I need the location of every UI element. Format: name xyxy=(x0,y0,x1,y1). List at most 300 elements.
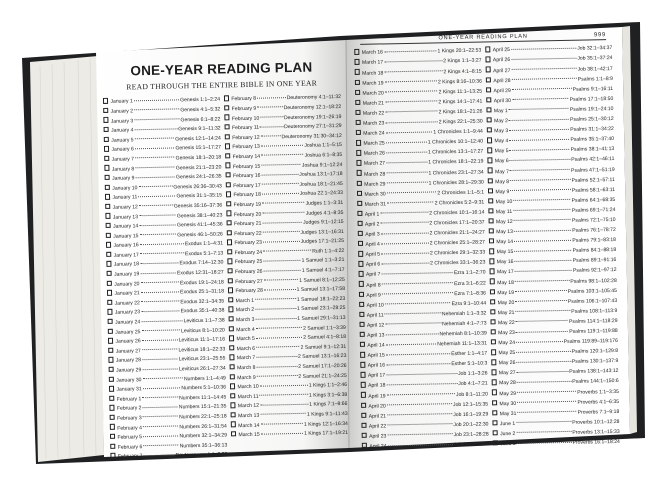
entry-date: March 22 xyxy=(362,110,385,117)
leader-dots xyxy=(512,98,569,100)
checkbox[interactable] xyxy=(489,228,494,233)
checkbox[interactable] xyxy=(354,59,359,64)
checkbox[interactable] xyxy=(357,190,362,195)
entry-date: March 24 xyxy=(363,130,385,137)
leader-dots xyxy=(385,333,438,335)
checkbox[interactable] xyxy=(228,268,234,274)
entry-reference: Genesis 6:1–8:22 xyxy=(180,116,221,123)
leader-dots xyxy=(140,262,179,264)
checkbox[interactable] xyxy=(359,312,364,317)
entry-reference: Proverbs 1:1–3:35 xyxy=(577,388,619,396)
checkbox[interactable] xyxy=(227,230,233,236)
leader-dots xyxy=(380,222,428,224)
leader-dots xyxy=(255,308,296,310)
checkbox[interactable] xyxy=(226,192,232,198)
entry-date: June 2 xyxy=(500,430,516,438)
leader-dots xyxy=(260,404,308,406)
leader-dots xyxy=(260,413,306,415)
leader-dots xyxy=(261,145,303,147)
checkbox[interactable] xyxy=(225,153,231,159)
checkbox[interactable] xyxy=(357,211,362,216)
checkbox[interactable] xyxy=(360,342,365,347)
checkbox[interactable] xyxy=(229,355,235,361)
checkbox[interactable] xyxy=(224,115,230,121)
entry-date: February 10 xyxy=(231,115,260,122)
checkbox[interactable] xyxy=(487,158,492,163)
checkbox[interactable] xyxy=(109,376,115,382)
entry-reference: Genesis 24:1–26:35 xyxy=(175,173,222,181)
entry-date: March 10 xyxy=(237,383,259,391)
entry-date: April 16 xyxy=(367,362,386,370)
checkbox[interactable] xyxy=(359,291,364,296)
checkbox[interactable] xyxy=(485,57,490,62)
checkbox[interactable] xyxy=(107,309,113,315)
checkbox[interactable] xyxy=(106,223,112,229)
checkbox[interactable] xyxy=(489,259,494,264)
leader-dots xyxy=(138,186,172,188)
checkbox[interactable] xyxy=(227,249,233,255)
entry-date: March 15 xyxy=(238,431,260,439)
checkbox[interactable] xyxy=(356,130,361,135)
checkbox[interactable] xyxy=(493,430,498,435)
checkbox[interactable] xyxy=(226,172,232,178)
entry-reference: Leviticus 8:1–10:20 xyxy=(180,327,225,335)
checkbox[interactable] xyxy=(491,349,496,354)
entry-date: May 16 xyxy=(496,259,514,266)
leader-dots xyxy=(143,445,178,447)
leader-dots xyxy=(514,239,571,241)
checkbox[interactable] xyxy=(231,431,237,437)
checkbox[interactable] xyxy=(108,357,114,363)
checkbox[interactable] xyxy=(360,372,365,377)
leader-dots xyxy=(257,97,286,99)
checkbox[interactable] xyxy=(355,100,360,105)
checkbox[interactable] xyxy=(229,316,235,322)
checkbox[interactable] xyxy=(105,184,111,190)
entry-date: February 15 xyxy=(232,163,261,170)
entry-date: January 7 xyxy=(111,156,135,163)
entry-reference: Exodus 7:14–12:30 xyxy=(179,259,224,267)
checkbox[interactable] xyxy=(108,348,114,354)
checkbox[interactable] xyxy=(360,362,365,367)
entry-reference: Judges 1:1–3:31 xyxy=(305,199,344,207)
checkbox[interactable] xyxy=(491,370,496,375)
entry-reference: 1 Samuel 18:1–22:23 xyxy=(296,295,346,303)
checkbox[interactable] xyxy=(490,299,495,304)
entry-reference: Proverbs 10:1–12:28 xyxy=(572,418,620,426)
entry-reference: Psalms 130:1–137:9 xyxy=(571,358,619,366)
checkbox[interactable] xyxy=(106,252,112,258)
entry-reference: Judges 4:1–8:35 xyxy=(305,209,344,217)
checkbox[interactable] xyxy=(227,220,233,226)
leader-dots xyxy=(134,109,179,111)
entry-reference: Exodus 19:1–24:18 xyxy=(179,279,224,287)
checkbox[interactable] xyxy=(356,120,361,125)
entry-date: May 17 xyxy=(496,269,514,276)
checkbox[interactable] xyxy=(487,148,492,153)
entry-reference: Job 4:1–7:21 xyxy=(458,380,488,388)
leader-dots xyxy=(382,292,453,294)
entry-reference: 2 Samuel 21:1–24:25 xyxy=(298,372,347,380)
entry-date: February 1 xyxy=(116,396,142,403)
checkbox[interactable] xyxy=(355,90,360,95)
leader-dots xyxy=(510,159,571,161)
leader-dots xyxy=(386,182,427,184)
entry-reference: 1 Kings 20:1–22:53 xyxy=(437,47,482,55)
checkbox[interactable] xyxy=(490,309,495,314)
checkbox[interactable] xyxy=(110,453,116,459)
entry-reference: Psalms 69:1–71:24 xyxy=(571,206,616,214)
checkbox[interactable] xyxy=(109,405,115,411)
checkbox[interactable] xyxy=(104,156,110,162)
checkbox[interactable] xyxy=(224,105,230,111)
checkbox[interactable] xyxy=(229,335,235,341)
entry-date: May 31 xyxy=(499,410,517,417)
checkbox[interactable] xyxy=(362,433,367,438)
checkbox[interactable] xyxy=(489,248,494,253)
entry-date: March 13 xyxy=(237,412,260,420)
checkbox[interactable] xyxy=(107,271,113,277)
checkbox[interactable] xyxy=(224,96,230,102)
entry-date: January 8 xyxy=(111,165,135,173)
entry-date: March 21 xyxy=(362,100,384,107)
checkbox[interactable] xyxy=(103,117,109,123)
checkbox[interactable] xyxy=(228,307,234,313)
checkbox[interactable] xyxy=(486,107,491,112)
leader-dots xyxy=(386,343,437,345)
entry-reference: Psalms 31:1–34:22 xyxy=(570,126,614,133)
checkbox[interactable] xyxy=(487,117,492,122)
checkbox[interactable] xyxy=(491,329,496,334)
leader-dots xyxy=(135,167,175,169)
entry-date: June 1 xyxy=(499,420,516,428)
checkbox[interactable] xyxy=(357,170,362,175)
checkbox[interactable] xyxy=(491,339,496,344)
checkbox[interactable] xyxy=(230,364,236,370)
entry-reference: Proverbs 4:1–6:35 xyxy=(577,398,620,406)
entry-reference: Psalms 1:1–8:9 xyxy=(577,75,613,83)
leader-dots xyxy=(384,50,436,52)
checkbox[interactable] xyxy=(357,201,362,206)
entry-date: January 23 xyxy=(114,309,141,317)
checkbox[interactable] xyxy=(486,87,491,92)
entry-date: April 11 xyxy=(366,312,384,319)
checkbox[interactable] xyxy=(106,232,112,238)
checkbox[interactable] xyxy=(358,251,363,256)
entry-date: February 11 xyxy=(231,124,260,132)
entry-reference: Nehemiah 8:1–10:39 xyxy=(439,330,487,338)
checkbox[interactable] xyxy=(107,280,113,286)
leader-dots xyxy=(262,221,302,223)
entry-date: February 16 xyxy=(232,172,261,180)
entry-date: May 24 xyxy=(498,340,516,347)
checkbox[interactable] xyxy=(107,300,113,306)
checkbox[interactable] xyxy=(488,198,493,203)
checkbox[interactable] xyxy=(488,168,493,173)
checkbox[interactable] xyxy=(356,140,361,145)
checkbox[interactable] xyxy=(105,175,111,181)
checkbox[interactable] xyxy=(104,127,110,133)
checkbox[interactable] xyxy=(490,279,495,284)
entry-reference: Proverbs 13:1–15:33 xyxy=(572,428,620,436)
entry-date: April 19 xyxy=(368,393,386,400)
checkbox[interactable] xyxy=(105,194,111,200)
entry-reference: Psalms 119:1–119:88 xyxy=(569,327,618,335)
checkbox[interactable] xyxy=(488,188,493,193)
entry-date: April 25 xyxy=(492,47,511,54)
entry-date: April 27 xyxy=(493,67,511,74)
checkbox[interactable] xyxy=(490,319,495,324)
entry-date: March 18 xyxy=(362,69,384,77)
checkbox[interactable] xyxy=(105,204,111,210)
leader-dots xyxy=(142,368,178,370)
entry-reference: Psalms 35:1–37:40 xyxy=(570,136,615,144)
checkbox[interactable] xyxy=(359,271,364,276)
checkbox[interactable] xyxy=(104,136,110,142)
checkbox[interactable] xyxy=(490,269,495,274)
entry-date: January 18 xyxy=(113,261,140,269)
leader-dots xyxy=(255,317,296,319)
checkbox[interactable] xyxy=(106,261,112,267)
entry-reference: Psalms 144:1–150:6 xyxy=(572,378,619,386)
leader-dots xyxy=(386,141,427,143)
entry-reference: Numbers 32:1–34:29 xyxy=(179,432,228,440)
checkbox[interactable] xyxy=(228,278,234,284)
entry-reference: 2 Chronicles 21:1–24:27 xyxy=(429,229,485,237)
leader-dots xyxy=(514,229,571,231)
reading-column xyxy=(103,95,228,462)
entry-reference: Job 35:1–37:24 xyxy=(577,55,613,63)
checkbox[interactable] xyxy=(492,420,497,425)
entry-date: May 28 xyxy=(499,380,516,387)
checkbox[interactable] xyxy=(231,422,237,428)
checkbox[interactable] xyxy=(355,69,360,74)
leader-dots xyxy=(257,107,282,109)
checkbox[interactable] xyxy=(354,49,359,54)
checkbox[interactable] xyxy=(229,326,235,332)
entry-reference: Deuteronomy 19:1–26:19 xyxy=(283,113,342,121)
checkbox[interactable] xyxy=(361,412,366,417)
checkbox[interactable] xyxy=(489,218,494,223)
checkbox[interactable] xyxy=(228,297,234,303)
checkbox[interactable] xyxy=(229,345,235,351)
leader-dots xyxy=(386,151,427,153)
entry-reference: 2 Kings 11:1–13:25 xyxy=(438,88,483,96)
checkbox[interactable] xyxy=(105,213,111,219)
leader-dots xyxy=(263,241,300,243)
checkbox[interactable] xyxy=(225,124,231,130)
checkbox[interactable] xyxy=(104,165,110,171)
checkbox[interactable] xyxy=(359,281,364,286)
checkbox[interactable] xyxy=(358,231,363,236)
entry-reference: Psalms 119:89–119:176 xyxy=(563,338,618,346)
checkbox[interactable] xyxy=(486,77,491,82)
checkbox[interactable] xyxy=(108,319,114,325)
leader-dots xyxy=(387,413,452,415)
entry-reference: 1 Samuel 23:1–28:25 xyxy=(296,305,346,313)
checkbox[interactable] xyxy=(107,290,113,296)
checkbox[interactable] xyxy=(486,67,491,72)
leader-dots xyxy=(262,193,299,195)
leader-dots xyxy=(385,302,451,304)
page-title: ONE-YEAR READING PLAN xyxy=(130,59,313,79)
entry-date: April 15 xyxy=(367,352,385,359)
checkbox[interactable] xyxy=(230,383,236,389)
checkbox[interactable] xyxy=(108,328,114,334)
checkbox[interactable] xyxy=(228,287,234,293)
checkbox[interactable] xyxy=(487,127,492,132)
checkbox[interactable] xyxy=(361,423,366,428)
checkbox[interactable] xyxy=(225,134,231,140)
leader-dots xyxy=(516,421,571,423)
leader-dots xyxy=(516,341,563,343)
checkbox[interactable] xyxy=(358,261,363,266)
entry-date: March 14 xyxy=(238,422,260,429)
checkbox[interactable] xyxy=(355,110,360,115)
entry-date: January 15 xyxy=(113,232,139,240)
checkbox[interactable] xyxy=(355,79,360,84)
entry-date: April 18 xyxy=(368,382,386,390)
checkbox[interactable] xyxy=(230,403,236,409)
entry-date: April 3 xyxy=(365,231,380,238)
entry-reference: Ezra 9:1–10:44 xyxy=(451,300,487,307)
checkbox[interactable] xyxy=(486,97,491,102)
leader-dots xyxy=(386,383,457,385)
checkbox[interactable] xyxy=(356,150,361,155)
checkbox[interactable] xyxy=(225,144,231,150)
checkbox[interactable] xyxy=(492,400,497,405)
entry-date: May 10 xyxy=(495,198,513,206)
leader-dots xyxy=(142,377,182,379)
entry-reference: Psalms 92:1–97:12 xyxy=(572,267,617,275)
checkbox[interactable] xyxy=(492,390,497,395)
entry-reference: 2 Kings 18:1–21:26 xyxy=(438,108,483,116)
entry-date: February 19 xyxy=(233,201,262,209)
leader-dots xyxy=(388,444,453,446)
checkbox[interactable] xyxy=(230,374,236,380)
checkbox[interactable] xyxy=(489,238,494,243)
entry-date: February 21 xyxy=(233,220,262,228)
checkbox[interactable] xyxy=(110,415,116,421)
entry-reference: Numbers 1:1–4:49 xyxy=(183,375,226,382)
checkbox[interactable] xyxy=(357,180,362,185)
leader-dots xyxy=(515,280,569,282)
checkbox[interactable] xyxy=(362,443,367,448)
checkbox[interactable] xyxy=(361,382,366,387)
checkbox[interactable] xyxy=(360,332,365,337)
entry-date: January 26 xyxy=(115,338,141,345)
leader-dots xyxy=(509,108,569,110)
right-page xyxy=(352,30,622,450)
checkbox[interactable] xyxy=(227,259,233,265)
checkbox[interactable] xyxy=(361,392,366,397)
entry-date: March 8 xyxy=(236,364,256,372)
checkbox[interactable] xyxy=(487,137,492,142)
checkbox[interactable] xyxy=(360,322,365,327)
leader-dots xyxy=(516,351,570,353)
entry-reference: Joshua 1:1–5:15 xyxy=(304,142,343,150)
checkbox[interactable] xyxy=(491,359,496,364)
entry-date: January 11 xyxy=(112,194,138,202)
leader-dots xyxy=(142,406,177,408)
entry-date: May 21 xyxy=(497,309,515,317)
entry-reference: 1 Kings 1:1–2:46 xyxy=(308,382,348,389)
checkbox[interactable] xyxy=(358,221,363,226)
checkbox[interactable] xyxy=(226,201,232,207)
entry-reference: Genesis 1:1–2:24 xyxy=(180,96,221,104)
leader-dots xyxy=(517,411,576,413)
entry-reference: 1 Kings 17:1–19:21 xyxy=(304,430,349,437)
entry-reference: Psalms 98:1–102:28 xyxy=(570,277,617,285)
leader-dots xyxy=(511,68,576,70)
entry-date: February 18 xyxy=(233,191,261,199)
entry-date: May 4 xyxy=(494,138,509,145)
entry-date: January 2 xyxy=(110,108,134,115)
checkbox[interactable] xyxy=(359,301,364,306)
checkbox[interactable] xyxy=(104,146,110,152)
leader-dots xyxy=(382,282,453,284)
checkbox[interactable] xyxy=(492,410,497,415)
checkbox[interactable] xyxy=(485,47,490,52)
checkbox[interactable] xyxy=(226,182,232,188)
checkbox[interactable] xyxy=(109,395,115,401)
entry-date: April 12 xyxy=(366,322,385,329)
checkbox[interactable] xyxy=(226,211,232,217)
checkbox[interactable] xyxy=(493,440,498,445)
checkbox[interactable] xyxy=(109,367,115,373)
checkbox[interactable] xyxy=(356,160,361,165)
checkbox[interactable] xyxy=(492,380,497,385)
entry-date: February 25 xyxy=(234,259,263,266)
reading-column xyxy=(354,47,489,453)
leader-dots xyxy=(385,101,437,103)
checkbox[interactable] xyxy=(109,386,115,392)
checkbox[interactable] xyxy=(361,402,366,407)
checkbox[interactable] xyxy=(358,241,363,246)
leader-dots xyxy=(386,172,427,174)
entry-date: April 20 xyxy=(368,403,386,410)
checkbox[interactable] xyxy=(231,412,237,418)
checkbox[interactable] xyxy=(230,393,236,399)
entry-date: January 9 xyxy=(111,175,135,182)
leader-dots xyxy=(386,353,450,355)
checkbox[interactable] xyxy=(225,163,231,169)
checkbox[interactable] xyxy=(110,424,116,430)
checkbox[interactable] xyxy=(360,352,365,357)
checkbox[interactable] xyxy=(106,242,112,248)
leader-dots xyxy=(384,60,442,62)
entry-date: February 5 xyxy=(117,434,143,441)
entry-reference: 1 Samuel 13:1–17:58 xyxy=(296,286,346,294)
checkbox[interactable] xyxy=(227,239,233,245)
checkbox[interactable] xyxy=(103,108,109,114)
checkbox[interactable] xyxy=(110,434,116,440)
entry-date: March 1 xyxy=(235,297,255,305)
entry-reference: Psalms 38:1–41:13 xyxy=(570,146,615,154)
checkbox[interactable] xyxy=(490,289,495,294)
checkbox[interactable] xyxy=(488,178,493,183)
leader-dots xyxy=(140,272,176,274)
checkbox[interactable] xyxy=(103,98,109,104)
entry-date: April 10 xyxy=(366,302,384,309)
entry-reference: Numbers 22:1–25:18 xyxy=(179,413,227,421)
entry-date: January 27 xyxy=(115,348,141,355)
leader-dots xyxy=(381,242,429,244)
entry-date: April 13 xyxy=(367,332,385,339)
checkbox[interactable] xyxy=(108,338,114,344)
checkbox[interactable] xyxy=(110,443,116,449)
checkbox[interactable] xyxy=(488,208,493,213)
